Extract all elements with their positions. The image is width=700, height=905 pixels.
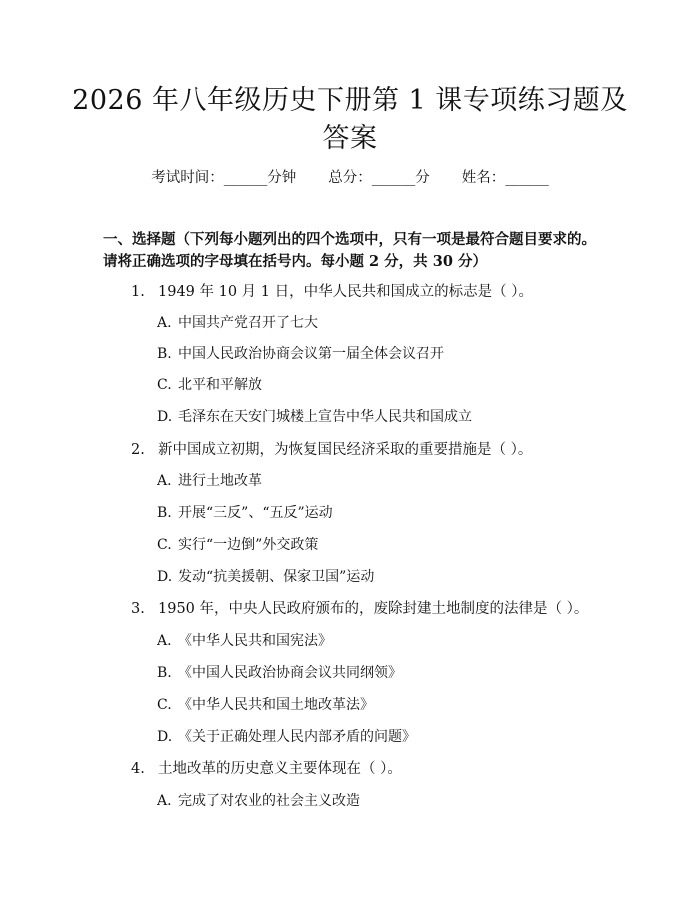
question-text: 1950 年，中央人民政府颁布的，废除封建土地制度的法律是（ ）。 bbox=[158, 601, 589, 617]
option-letter: A. bbox=[157, 473, 172, 489]
question-3-option-a bbox=[157, 631, 597, 651]
option-text: 开展“三反”、“五反”运动 bbox=[178, 505, 333, 521]
question-number: 3. bbox=[131, 601, 145, 617]
option-letter: C. bbox=[157, 537, 172, 553]
exam-time-label: 考试时间： bbox=[151, 170, 224, 186]
question-4-option-a bbox=[157, 791, 597, 811]
option-text: 完成了对农业的社会主义改造 bbox=[178, 793, 360, 809]
option-text: 中国人民政治协商会议第一届全体会议召开 bbox=[178, 346, 444, 362]
question-text: 土地改革的历史意义主要体现在（ ）。 bbox=[158, 761, 402, 777]
question-text: 新中国成立初期，为恢复国民经济采取的重要措施是（ ）。 bbox=[158, 442, 533, 458]
document-title: 2026 年八年级历史下册第 1 课专项练习题及答案 bbox=[72, 85, 628, 154]
option-letter: C. bbox=[157, 377, 172, 393]
question-1-option-a bbox=[157, 313, 597, 333]
question-3 bbox=[131, 599, 601, 619]
option-letter: D. bbox=[157, 569, 173, 585]
question-3-option-d bbox=[157, 727, 597, 747]
question-2-option-d bbox=[157, 567, 597, 587]
option-letter: A. bbox=[157, 793, 172, 809]
option-text: 《关于正确处理人民内部矛盾的问题》 bbox=[178, 729, 416, 745]
question-3-option-c bbox=[157, 695, 597, 715]
total-score-label: 总分： bbox=[328, 170, 372, 186]
question-2-option-c bbox=[157, 535, 597, 555]
option-letter: B. bbox=[157, 665, 172, 681]
question-4 bbox=[131, 759, 601, 779]
option-text: 《中国人民政治协商会议共同纲领》 bbox=[178, 665, 402, 681]
option-text: 实行“一边倒”外交政策 bbox=[178, 537, 319, 553]
question-1-option-b bbox=[157, 344, 597, 364]
question-2-option-b bbox=[157, 503, 597, 523]
total-score-blank: ______ bbox=[371, 170, 416, 186]
option-letter: C. bbox=[157, 697, 172, 713]
question-text: 1949 年 10 月 1 日，中华人民共和国成立的标志是（ ）。 bbox=[158, 284, 533, 300]
option-letter: A. bbox=[157, 633, 172, 649]
option-text: 进行土地改革 bbox=[178, 473, 262, 489]
question-2-option-a bbox=[157, 471, 597, 491]
question-3-option-b bbox=[157, 663, 597, 683]
question-number: 2. bbox=[131, 442, 145, 458]
question-2 bbox=[131, 440, 601, 460]
total-score-unit: 分 bbox=[415, 170, 430, 186]
question-1-option-d bbox=[157, 407, 597, 427]
question-number: 1. bbox=[131, 284, 145, 300]
section-heading: 一、选择题（下列每小题列出的四个选项中，只有一项是最符合题目要求的。请将正确选项的字母填在括号内。每小题 2 分，共 30 分） bbox=[103, 231, 596, 270]
option-text: 毛泽东在天安门城楼上宣告中华人民共和国成立 bbox=[178, 409, 472, 425]
question-1-option-c bbox=[157, 375, 597, 395]
option-text: 中国共产党召开了七大 bbox=[178, 315, 318, 331]
question-number: 4. bbox=[131, 761, 145, 777]
option-text: 《中华人民共和国宪法》 bbox=[178, 633, 332, 649]
student-name-label: 姓名： bbox=[461, 170, 506, 186]
exam-time-unit: 分钟 bbox=[267, 170, 297, 186]
option-letter: A. bbox=[157, 315, 172, 331]
exam-time-blank: ______ bbox=[223, 170, 268, 186]
option-letter: B. bbox=[157, 346, 172, 362]
question-1 bbox=[131, 282, 601, 302]
student-name-blank: ______ bbox=[505, 170, 549, 186]
option-letter: B. bbox=[157, 505, 172, 521]
option-text: 北平和平解放 bbox=[178, 377, 262, 393]
option-text: 发动“抗美援朝、保家卫国”运动 bbox=[178, 569, 375, 585]
option-letter: D. bbox=[157, 729, 173, 745]
option-letter: D. bbox=[157, 409, 173, 425]
option-text: 《中华人民共和国土地改革法》 bbox=[178, 697, 374, 713]
exam-info-line bbox=[0, 168, 700, 188]
